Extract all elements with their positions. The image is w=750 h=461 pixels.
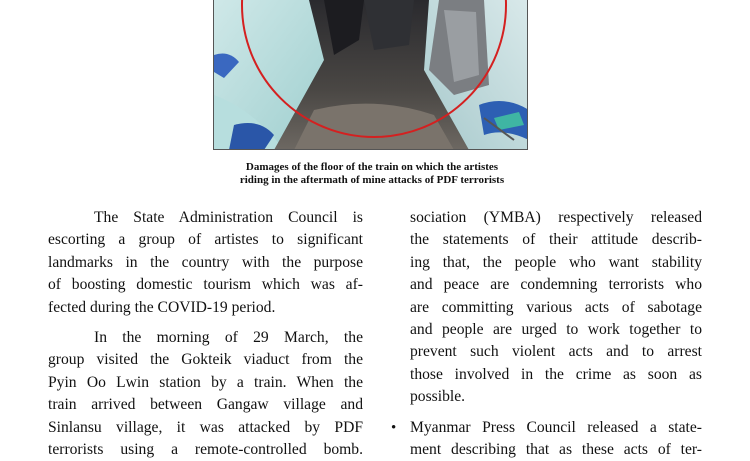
right-p1-line-9: possible. bbox=[410, 388, 466, 406]
train-floor-photo-graphic bbox=[214, 0, 528, 150]
photo-caption bbox=[150, 161, 594, 187]
left-p2-line-4: train arrived between Gangaw village and bbox=[48, 396, 363, 414]
right-p1-line-2: the statements of their attitude describ- bbox=[410, 231, 702, 249]
right-p1-line-7: prevent such violent acts and to arrest bbox=[410, 343, 702, 361]
left-p1-line-2: escorting a group of artistes to significant bbox=[48, 231, 363, 249]
right-p1-line-4: and peace are condemning terrorists who bbox=[410, 276, 702, 294]
left-column bbox=[48, 207, 363, 461]
left-p1-line-3: landmarks in the country with the purpose bbox=[48, 253, 363, 271]
bullet-line-1: Myanmar Press Council released a state- bbox=[410, 418, 702, 436]
right-p1-line-8: those involved in the crime as soon as bbox=[410, 365, 702, 383]
right-p1-line-3: ing that, the people who want stability bbox=[410, 253, 702, 271]
caption-line-2: riding in the aftermath of mine attacks of PDF terrorists bbox=[239, 174, 505, 186]
bullet-item bbox=[391, 417, 702, 461]
bullet-line-2: ment describing that as these acts of ter- bbox=[410, 440, 702, 458]
right-p1-line-6: and people are urged to work together to bbox=[410, 320, 702, 338]
left-p2-line-3: Pyin Oo Lwin station by a train. When the bbox=[48, 373, 363, 391]
right-p1-line-5: are committing various acts of sabotage bbox=[410, 298, 702, 316]
bullet-dot: • bbox=[391, 419, 397, 436]
caption-line-1: Damages of the floor of the train on which the artistes bbox=[245, 161, 499, 173]
left-p1-line-1: The State Administration Council is bbox=[94, 209, 363, 226]
left-p2-line-2: group visited the Gokteik viaduct from the bbox=[48, 351, 363, 369]
right-p1-line-1: sociation (YMBA) respectively released bbox=[410, 209, 702, 226]
train-floor-photo bbox=[213, 0, 528, 150]
left-p2-line-6: terrorists using a remote-controlled bomb. bbox=[48, 440, 363, 458]
left-p2-line-1: In the morning of 29 March, the bbox=[94, 328, 363, 346]
left-p1-line-4: of boosting domestic tourism which was af- bbox=[48, 276, 363, 294]
left-p2-line-5: Sinlansu village, it was attacked by PDF bbox=[48, 418, 363, 436]
left-p1-line-5: fected during the COVID-19 period. bbox=[48, 298, 276, 316]
right-column bbox=[391, 207, 702, 461]
